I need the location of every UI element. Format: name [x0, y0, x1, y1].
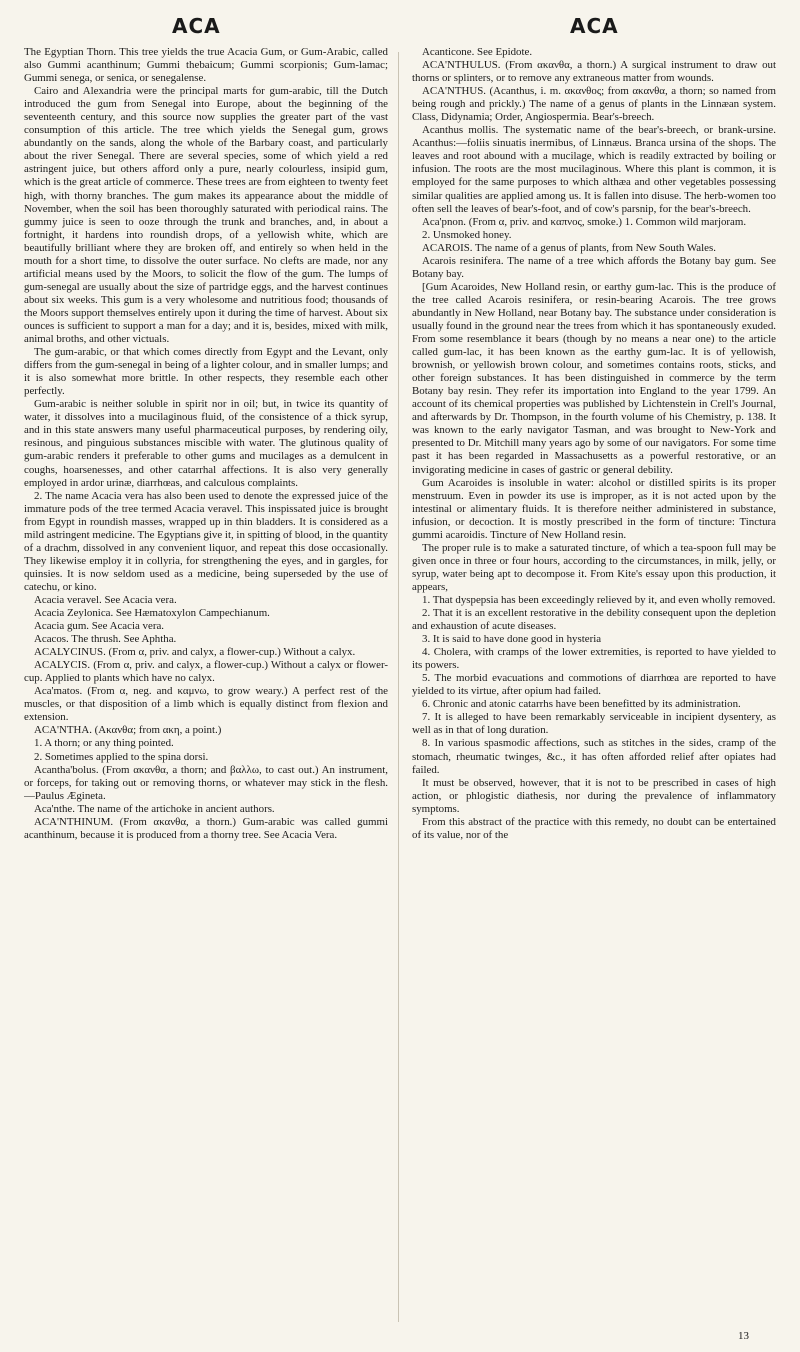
entry-paragraph: ACA'NTHULUS. (From ακανθα, a thorn.) A surgical instrument to draw out thorns or splinters, or to remove any extraneous matter from wounds. [412, 59, 776, 85]
entry-paragraph: Acacia Zeylonica. See Hæmatoxylon Campechianum. [34, 607, 270, 620]
entry-paragraph: ACALYCINUS. (From α, priv. and calyx, a flower-cup.) Without a calyx. [34, 646, 356, 659]
entry-paragraph: Acacia gum. See Acacia vera. [34, 620, 165, 633]
entry-paragraph: 8. In various spasmodic affections, such as stitches in the sides, cramp of the stomach, rheumatic twinges, &c., it has often afforded relief after opiates had failed. [412, 737, 776, 776]
entry-paragraph: The proper rule is to make a saturated tincture, of which a tea-spoon full may be given once in three or four hours, according to the circumstances, in milk, jelly, or syrup, water being apt to decompose it. From Kite's essay upon this production, it appears, [412, 541, 776, 593]
entry-paragraph: [Gum Acaroides, New Holland resin, or earthy gum-lac. This is the produce of the tree called Acarois resinifera, or resin-bearing Acarois. The tree grows abundantly in New Holland, near Botany bay. The substance under consideration is usually found in the ground near the trees from which it has spontaneously exuded. From some resemblance it bears (though by no means a near one) to the article called gum-lac, it has been known as the earthy gum-lac. It is of yellowish, brownish, or yellowish brown colour, and sometimes contains roots, sticks, and other foreign substances. It has been distinguished in commerce by the term Botany bay resin. They refer its importation into England to the year 1799. An account of its chemical properties was published by Lichtenstein in Crell's Journal, and afterwards by Dr. Thompson, in the fourth volume of his Chemistry, p. 138. It was known to the early navigator Tasman, and was brought to New-York and presented to Dr. Mitchill many years ago by some of our navigators. For some time past it has been regarded in Massachusetts as a powerful restorative, or an invigorating medicine in cases of gastric or general debility. [412, 280, 776, 476]
entry-paragraph: 2. Sometimes applied to the spina dorsi. [34, 750, 209, 763]
entry-paragraph: Gum-arabic is neither soluble in spirit nor in oil; but, in twice its quantity of water, it dissolves into a mucilaginous fluid, of the consistence of a thick syrup, and in this state answers many useful pharmaceutical purposes, by rendering oily, resinous, and pinguious substances miscible with water. The glutinous quality of gum-arabic renders it preferable to other gums and mucilages as a demulcent in coughs, hoarsenesses, and other catarrhal affections. It is also very generally employed in ardor urinæ, diarrhœas, and calculous complaints. [24, 398, 388, 489]
entry-paragraph: Cairo and Alexandria were the principal marts for gum-arabic, till the Dutch introduced the gum from Senegal into Europe, about the beginning of the seventeenth century, and this source now supplies the greater part of the vast consumption of this article. The tree which yields the Senegal gum, grows abundantly on the sands, along the whole of the Barbary coast, and particularly about the river Senegal. There are several species, some of which yield a red astringent juice, but others afford only a pure, nearly colourless, insipid gum, which is the great article of commerce. These trees are from eighteen to twenty feet high, with thorny branches. The gum makes its appearance about the middle of November, when the soil has been thoroughly saturated with periodical rains. The gummy juice is seen to ooze through the trunk and branches, and, in about a fortnight, it hardens into roundish drops, of a yellowish white, which are beautifully brilliant where they are broken off, and entirely so when held in the mouth for a short time, to dissolve the outer surface. No clefts are made, nor any artificial means used by the Moors, to solicit the flow of the gum. The lumps of gum-senegal are usually about the size of partridge eggs, and the harvest continues about six weeks. This gum is a very wholesome and nutritious food; thousands of the Moors support themselves entirely upon it during the time of harvest. About six ounces is sufficient to support a man for a day; and it is, besides, mixed with milk, animal broths, and other victuals. [24, 85, 388, 346]
running-head-left: ACA [172, 14, 221, 38]
entry-paragraph: 6. Chronic and atonic catarrhs have been benefitted by its administration. [422, 698, 741, 711]
entry-paragraph: ACA'NTHUS. (Acanthus, i. m. ακανθος; from ακανθα, a thorn; so named from being rough and prickly.) The name of a genus of plants in the Linnæan system. Class, Didynamia; Order, Angiospermia. Bear's-breech. [412, 85, 776, 124]
entry-paragraph: Acanticone. See Epidote. [422, 46, 533, 58]
left-column [24, 46, 388, 1336]
entry-paragraph: Gum Acaroides is insoluble in water: alcohol or distilled spirits is its proper menstruum. Even in powder its use is improper, as it is not acted upon by the intestinal or alimentary fluids. It is therefore neither administered in substance, infusion, or decoction. It is mostly prescribed in the form of tincture: Tinctura gummi acaroidis. Tincture of New Holland resin. [412, 476, 776, 541]
running-head-right: ACA [570, 14, 619, 38]
entry-paragraph: Acarois resinifera. The name of a tree which affords the Botany bay gum. See Botany bay. [412, 254, 776, 280]
entry-paragraph: Acanthus mollis. The systematic name of the bear's-breech, or brank-ursine. Acanthus:—foliis sinuatis inermibus, of Linnæus. Branca ursina of the shops. The leaves and root abound with a mucilage, which is readily extracted by boiling or infusion. The roots are the most mucilaginous. Where this plant is common, it is employed for the same purposes to which althæa and other vegetables possessing similar qualities are applied among us. It is fallen into disuse. The herb-women too often sell the leaves of bear's-foot, and of cow's parsnip, for the bear's-breech. [412, 124, 776, 215]
entry-paragraph: 4. Cholera, with cramps of the lower extremities, is reported to have yielded to its powers. [412, 646, 776, 672]
entry-paragraph: Acantha'bolus. (From ακανθα, a thorn; and βαλλω, to cast out.) An instrument, or forceps, for taking out or removing thorns, or whatever may stick in the flesh. —Paulus Ægineta. [24, 763, 388, 802]
entry-paragraph: From this abstract of the practice with this remedy, no doubt can be entertained of its value, nor of the [412, 815, 776, 841]
entry-paragraph: Acacos. The thrush. See Aphtha. [34, 633, 177, 646]
entry-paragraph: Acacia veravel. See Acacia vera. [34, 593, 177, 606]
entry-paragraph: 1. That dyspepsia has been exceedingly relieved by it, and even wholly removed. [422, 593, 776, 606]
entry-paragraph: 3. It is said to have done good in hysteria [422, 633, 602, 646]
entry-paragraph: The gum-arabic, or that which comes directly from Egypt and the Levant, only differs from the gum-senegal in being of a lighter colour, and in smaller lumps; and it is also somewhat more brittle. In other respects, they resemble each other perfectly. [24, 346, 388, 398]
entry-paragraph: 5. The morbid evacuations and commotions of diarrhœa are reported to have yielded to its virtue, after opium had failed. [412, 672, 776, 698]
entry-paragraph: 2. Unsmoked honey. [422, 228, 512, 241]
entry-paragraph: 1. A thorn; or any thing pointed. [34, 737, 174, 750]
entry-paragraph: Aca'pnon. (From α, priv. and καπνος, smoke.) 1. Common wild marjoram. [422, 215, 747, 228]
entry-paragraph: 2. The name Acacia vera has also been used to denote the expressed juice of the immature pods of the tree termed Acacia veravel. This inspissated juice is brought from Egypt in roundish masses, wrapped up in thin bladders. It is considered as a mild astringent medicine. The Egyptians give it, in spitting of blood, in the quantity of a drachm, dissolved in any convenient liquor, and repeat this dose occasionally. They likewise employ it in collyria, for strengthening the eyes, and in gargles, for quinsies. It is now seldom used as a medicine, being superseded by the use of catechu, or kino. [24, 489, 388, 593]
entry-paragraph: ACA'NTHA. (Ακανθα; from ακη, a point.) [34, 724, 222, 737]
entry-paragraph: The Egyptian Thorn. This tree yields the true Acacia Gum, or Gum-Arabic, called also Gummi acanthinum; Gummi thebaicum; Gummi scorpionis; Gum-lamac; Gummi senega, or senica, or senegalense. [24, 46, 388, 85]
entry-paragraph: ACAROIS. The name of a genus of plants, from New South Wales. [422, 241, 716, 254]
entry-paragraph: ACALYCIS. (From α, priv. and calyx, a flower-cup.) Without a calyx or flower-cup. Applied to plants which have no calyx. [24, 659, 388, 685]
page-number: 13 [738, 1330, 749, 1342]
right-column [412, 46, 776, 1336]
entry-paragraph: 7. It is alleged to have been remarkably serviceable in incipient dysentery, as well as in that of long duration. [412, 711, 776, 737]
entry-paragraph: It must be observed, however, that it is not to be prescribed in cases of high action, or phlogistic diathesis, nor during the prevalence of inflammatory symptoms. [412, 776, 776, 815]
entry-paragraph: 2. That it is an excellent restorative in the debility consequent upon the depletion and exhaustion of acute diseases. [412, 607, 776, 633]
running-head [0, 14, 800, 38]
entry-paragraph: Aca'nthe. The name of the artichoke in ancient authors. [34, 802, 275, 815]
entry-paragraph: ACA'NTHINUM. (From ακανθα, a thorn.) Gum-arabic was called gummi acanthinum, because it is produced from a thorny tree. See Acacia Vera. [24, 815, 388, 841]
entry-paragraph: Aca'matos. (From α, neg. and καμνω, to grow weary.) A perfect rest of the muscles, or that disposition of a limb which is equally distinct from flexion and extension. [24, 685, 388, 724]
column-divider [398, 52, 399, 1322]
